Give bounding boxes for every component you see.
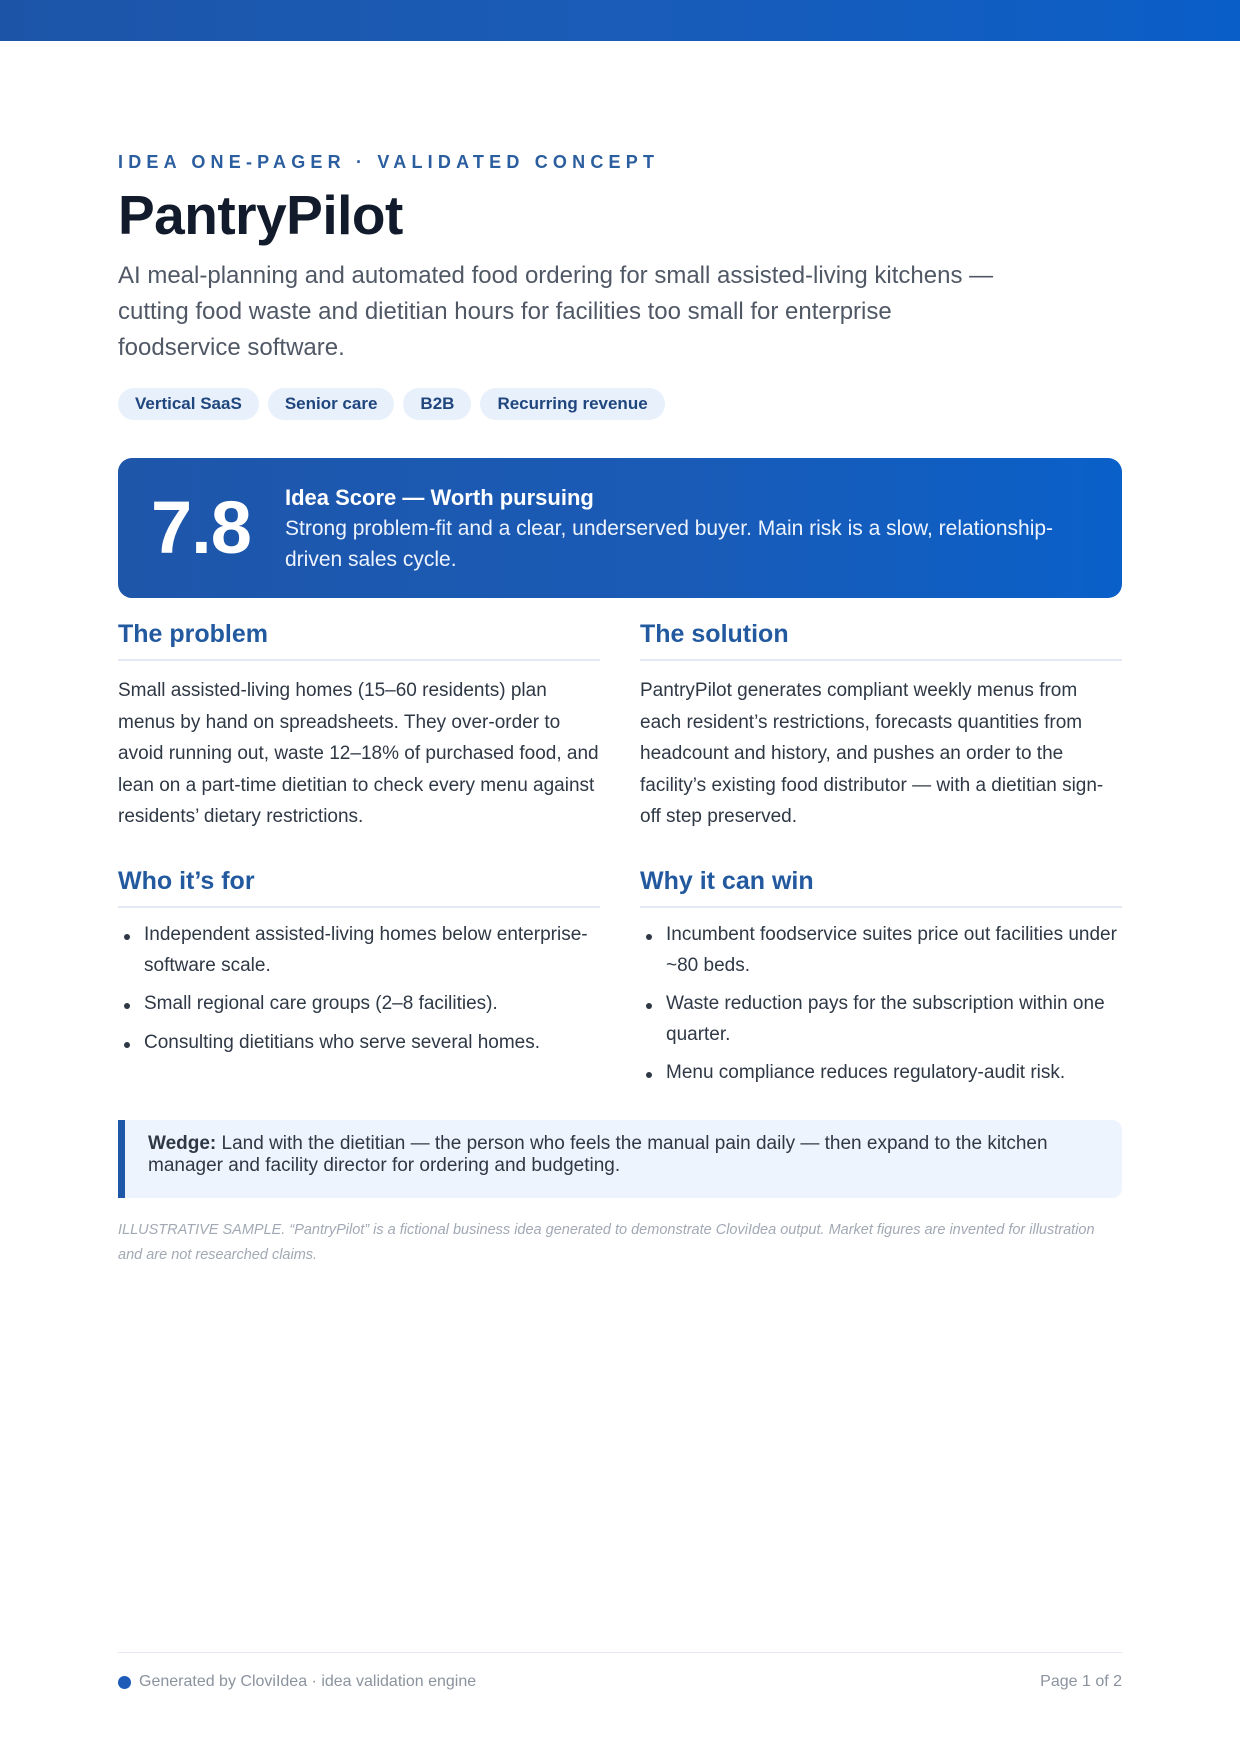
score-text xyxy=(285,483,1095,575)
wedge-text: Land with the dietitian — the person who feels the manual pain daily — then expand to the kitchen manager and facility director for ordering and budgeting. xyxy=(148,1133,1048,1176)
list-item: Consulting dietitians who serve several homes. xyxy=(118,1028,600,1059)
tag: Senior care xyxy=(268,388,395,420)
list-item: Independent assisted-living homes below enterprise-software scale. xyxy=(118,920,600,981)
audience-heading: Who it’s for xyxy=(118,864,600,908)
wedge-callout xyxy=(118,1120,1122,1198)
tag: Recurring revenue xyxy=(480,388,664,420)
solution-section xyxy=(640,617,1122,833)
footer-generator xyxy=(118,1673,476,1691)
wedge-label: Wedge: xyxy=(148,1133,217,1154)
why-win-heading: Why it can win xyxy=(640,864,1122,908)
disclaimer-note: ILLUSTRATIVE SAMPLE. “PantryPilot” is a fictional business idea generated to demonstrate CloviIdea output. Market figures are invented for illustration and are not researched claims. xyxy=(118,1222,1095,1263)
problem-body: Small assisted-living homes (15–60 residents) plan menus by hand on spreadsheets. They over-order to avoid running out, waste 12–18% of purchased food, and lean on a part-time dietitian to check every menu against residents’ dietary restrictions. xyxy=(118,680,599,827)
problem-section xyxy=(118,617,600,833)
audience-list xyxy=(118,920,600,1058)
why-win-list xyxy=(640,920,1122,1089)
idea-score-card xyxy=(118,458,1122,598)
score-description: Strong problem-fit and a clear, underserved buyer. Main risk is a slow, relationship-driven sales cycle. xyxy=(285,517,1054,571)
brand-dot-icon xyxy=(118,1676,131,1689)
list-item: Menu compliance reduces regulatory-audit risk. xyxy=(640,1058,1122,1089)
footer-left-text: Generated by CloviIdea · idea validation engine xyxy=(139,1673,477,1690)
list-item: Small regional care groups (2–8 facilities). xyxy=(118,989,600,1020)
solution-heading: The solution xyxy=(640,617,1122,661)
list-item: Waste reduction pays for the subscription within one quarter. xyxy=(640,989,1122,1050)
audience-section xyxy=(118,864,600,1066)
solution-body: PantryPilot generates compliant weekly menus from each resident’s restrictions, forecasts quantities from headcount and history, and pushes an order to the facility’s existing food distributor — with a dietitian sign-off step preserved. xyxy=(640,680,1104,827)
page-subtitle: AI meal-planning and automated food ordering for small assisted-living kitchens — cutting food waste and dietitian hours for facilities too small for enterprise foodservice software. xyxy=(118,262,994,361)
tag: B2B xyxy=(403,388,471,420)
score-value: 7.8 xyxy=(151,486,251,569)
score-heading: Idea Score — Worth pursuing xyxy=(285,485,594,510)
page-number: Page 1 of 2 xyxy=(1040,1673,1122,1690)
problem-heading: The problem xyxy=(118,617,600,661)
page-title: PantryPilot xyxy=(118,184,403,246)
top-accent-bar xyxy=(0,0,1240,41)
page-footer xyxy=(118,1652,1122,1690)
eyebrow-label: IDEA ONE-PAGER · VALIDATED CONCEPT xyxy=(118,152,660,172)
list-item: Incumbent foodservice suites price out facilities under ~80 beds. xyxy=(640,920,1122,981)
tag: Vertical SaaS xyxy=(118,388,259,420)
tag-list xyxy=(118,388,665,420)
why-win-section xyxy=(640,864,1122,1097)
